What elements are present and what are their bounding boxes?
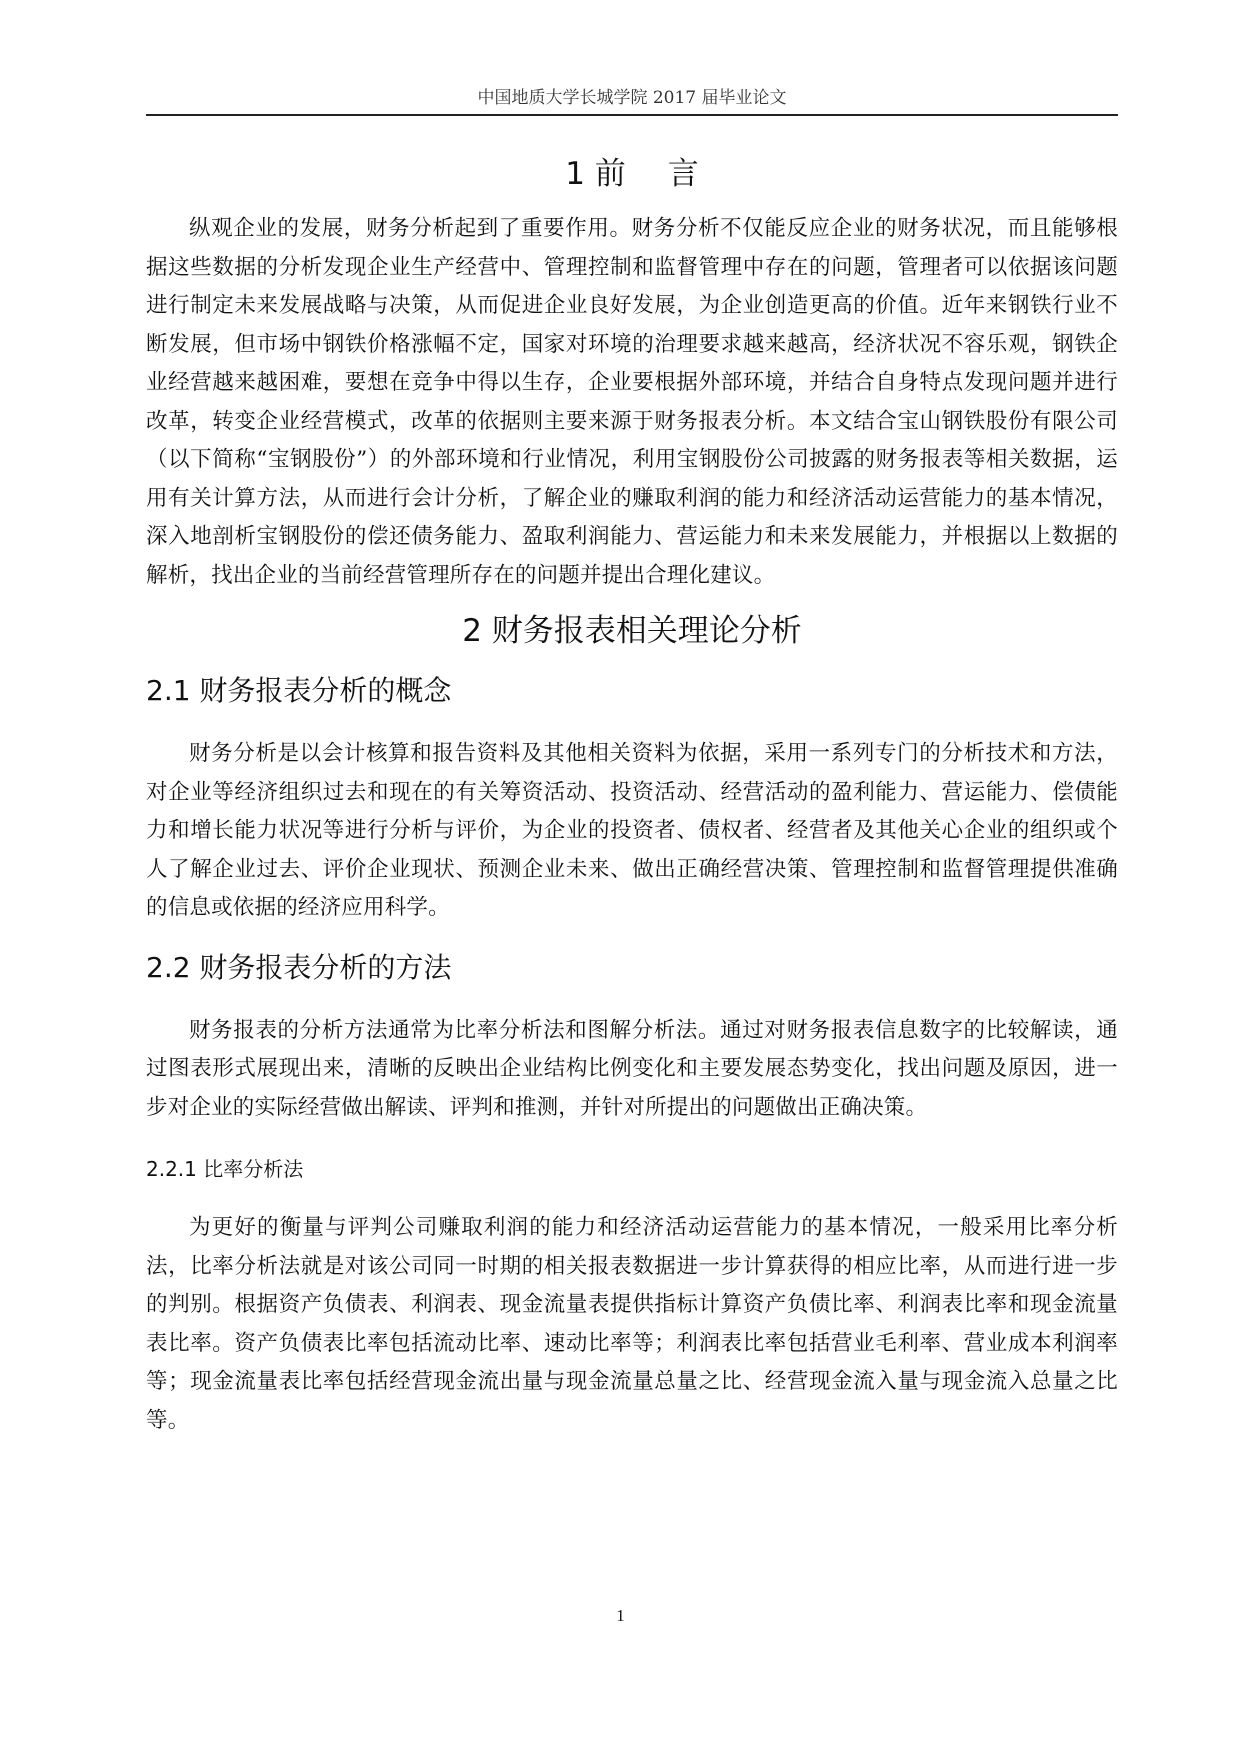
section-2-2-paragraph: 财务报表的分析方法通常为比率分析法和图解分析法。通过对财务报表信息数字的比较解读，通过图表形式展现出来，清晰的反映出企业结构比例变化和主要发展态势变化，找出问题及原因，进一步对企业的实际经营做出解读、评判和推测，并针对所提出的问题做出正确决策。 bbox=[146, 1017, 1118, 1120]
section-1-title-part1: 前 bbox=[594, 156, 626, 192]
section-1-number: 1 bbox=[565, 156, 585, 192]
section-2-1-paragraph: 财务分析是以会计核算和报告资料及其他相关资料为依据，采用一系列专门的分析技术和方法，对企业等经济组织过去和现在的有关筹资活动、投资活动、经营活动的盈利能力、营运能力、偿债能力和增长能力状况等进行分析与评价，为企业的投资者、债权者、经营者及其他关心企业的组织或个人了解企业过去、评价企业现状、预测企业未来、做出正确经营决策、管理控制和监督管理提供准确的信息或依据的经济应用科学。 bbox=[146, 741, 1118, 920]
section-1-paragraph: 纵观企业的发展，财务分析起到了重要作用。财务分析不仅能反应企业的财务状况，而且能够根据这些数据的分析发现企业生产经营中、管理控制和监督管理中存在的问题，管理者可以依据该问题进行制定未来发展战略与决策，从而促进企业良好发展，为企业创造更高的价值。近年来钢铁行业不断发展，但市场中钢铁价格涨幅不定，国家对环境的治理要求越来越高，经济状况不容乐观，钢铁企业经营越来越困难，要想在竞争中得以生存，企业要根据外部环境，并结合自身特点发现问题并进行改革，转变企业经营模式，改革的依据则主要来源于财务报表分析。本文结合宝山钢铁股份有限公司（以下简称“宝钢股份”）的外部环境和行业情况，利用宝钢股份公司披露的财务报表等相关数据，运用有关计算方法，从而进行会计分析，了解企业的赚取利润的能力和经济活动运营能力的基本情况，深入地剖析宝钢股份的偿还债务能力、盈取利润能力、营运能力和未来发展能力，并根据以上数据的解析，找出企业的当前经营管理所存在的问题并提出合理化建议。 bbox=[146, 216, 1118, 588]
page-number: 1 bbox=[616, 1606, 625, 1625]
section-1-title-part2: 言 bbox=[667, 156, 699, 192]
section-2-heading: 2 财务报表相关理论分析 bbox=[462, 613, 802, 649]
section-2-2-heading: 2.2 财务报表分析的方法 bbox=[146, 950, 452, 984]
header-divider bbox=[146, 114, 1118, 116]
section-2-2-1-heading: 2.2.1 比率分析法 bbox=[146, 1157, 304, 1181]
page-header: 中国地质大学长城学院 2017 届毕业论文 bbox=[477, 88, 787, 108]
section-2-1-heading: 2.1 财务报表分析的概念 bbox=[146, 674, 452, 707]
section-2-2-1-paragraph: 为更好的衡量与评判公司赚取利润的能力和经济活动运营能力的基本情况，一般采用比率分析法，比率分析法就是对该公司同一时期的相关报表数据进一步计算获得的相应比率，从而进行进一步的判别。根据资产负债表、利润表、现金流量表提供指标计算资产负债比率、利润表比率和现金流量表比率。资产负债表比率包括流动比率、速动比率等；利润表比率包括营业毛利率、营业成本利润率等；现金流量表比率包括经营现金流出量与现金流量总量之比、经营现金流入量与现金流入总量之比等。 bbox=[146, 1215, 1118, 1433]
section-1-heading bbox=[146, 148, 1118, 200]
document-body bbox=[146, 148, 1118, 1440]
